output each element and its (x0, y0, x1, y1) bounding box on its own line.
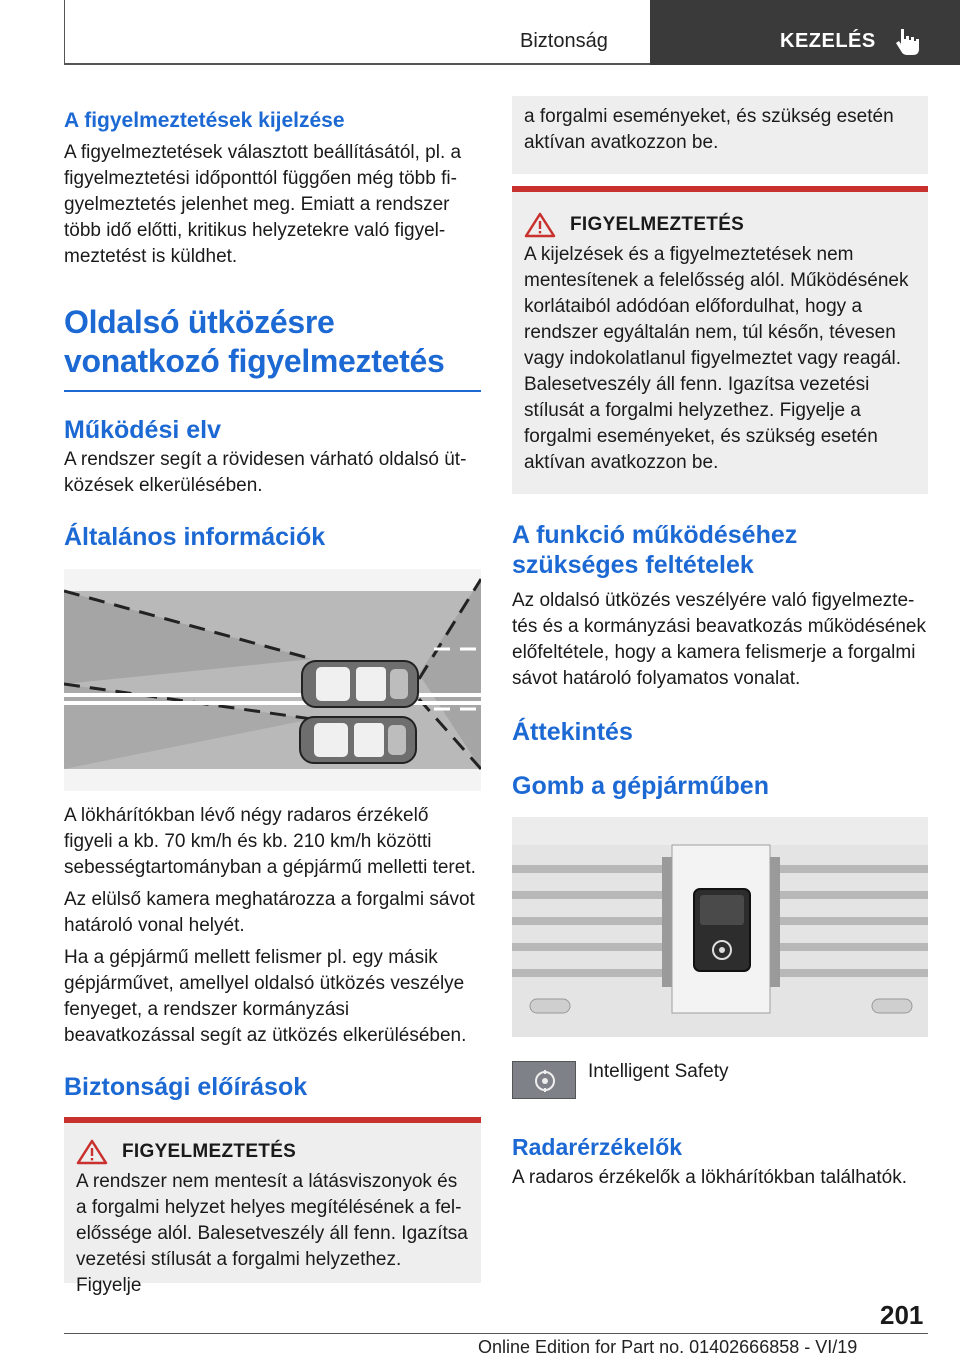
header-chapter-tab[interactable] (650, 0, 960, 65)
warning-triangle-icon (76, 1139, 108, 1165)
heading-overview: Áttekintés (512, 718, 633, 746)
warning2-text: A kijelzések és a figyelmeztetések nem mentesítenek a felelősség alól. Működésének korlátaiból adódóan előfordulhat, hogy a rendszer egyáltalán nem, túl későn, tévesen vagy indokolatlanul figyelmeztet vagy reagál. Balesetveszély áll fenn. Igazítsa vezetési stílusát a forgalmi helyzethez. Figyelje a forgalmi eseményeket, és szükség esetén aktívan avatkozzon be. (524, 244, 909, 473)
heading-principle: Működési elv (64, 416, 221, 444)
warning-box (64, 1123, 481, 1296)
button-label: Intelligent Safety (588, 1061, 729, 1082)
paragraph-principle: A rendszer segít a rövidesen várható oldalsó ütközések elkerülésében. (64, 449, 467, 496)
heading-button: Gomb a gépjárműben (512, 772, 769, 800)
warning2-title: FIGYELMEZTETÉS (570, 214, 745, 235)
vent-button-photo (512, 817, 928, 1037)
page-number: 201 (880, 1300, 924, 1330)
paragraph-sensors: A radaros érzékelők a lökhárítókban találhatók. (512, 1167, 908, 1188)
vent-button-svg (512, 817, 928, 1037)
paragraph-camera: Az elülső kamera meghatározza a forgalmi sávot határoló vonal helyét. (64, 889, 475, 936)
hand-pointer-icon (892, 25, 926, 57)
warning2-box (512, 192, 928, 494)
header-bottom-rule (64, 63, 650, 65)
heading-safety: Biztonsági előírások (64, 1073, 308, 1101)
heading-display: A figyelmeztetések kijelzése (64, 109, 345, 132)
footer-edition: Online Edition for Part no. 01402666858 - VI/19 (478, 1337, 858, 1357)
lane-diagram-svg (64, 569, 481, 791)
paragraph-radar: A lökhárítókban lévő négy radaros érzékelő figyeli a kb. 70 km/h és kb. 210 km/h közötti sebességtartományban a gépjármű melletti teret. (64, 805, 476, 878)
footer-rule (64, 1333, 928, 1334)
button-legend (512, 1061, 928, 1099)
heading-general: Általános információk (64, 523, 326, 551)
warning2-header (524, 192, 916, 242)
paragraph-prerequisites: Az oldalsó ütközés veszélyére való figyelmeztetés és a kormányzási beavatkozás működésének előfeltétele, hogy a kamera felismerje a forgalmi sávot határoló folyamatos vonalat. (512, 590, 926, 689)
right-column (512, 96, 928, 1191)
heading-prerequisites: A funkció működéséhez szükséges feltételek (512, 521, 798, 579)
header-left-rule (64, 0, 65, 64)
car-rear-icon (300, 717, 416, 763)
warning-continued-text: a forgalmi eseményeket, és szükség esetén aktívan avatkozzon be. (524, 106, 894, 153)
heading-sensors: Radarérzékelők (512, 1134, 683, 1160)
warning-triangle-icon (524, 212, 556, 238)
warning-title: FIGYELMEZTETÉS (122, 1141, 297, 1162)
page-title: Oldalsó ütközésre vonatkozó figyelmeztetés (64, 304, 445, 379)
warning-continued-box (512, 96, 928, 174)
title-rule (64, 390, 481, 392)
car-front-icon (302, 661, 418, 707)
header-chapter-label: KEZELÉS (780, 30, 876, 52)
warning-text: A rendszer nem mentesít a látásviszonyok és a forgalmi helyzet helyes megítélésének a felelőssége alól. Balesetveszély áll fenn. Igazítsa vezetési stílusát a forgalmi helyzethez. Figyelje (76, 1171, 468, 1296)
paragraph-detect: Ha a gépjármű mellett felismer pl. egy másik gépjárművet, amellyel oldalsó ütközés veszélye fenyeget, a rendszer kormányzási beavatkozással segít az ütközés elkerülésében. (64, 947, 467, 1046)
header-section-title: Biztonság (520, 30, 608, 52)
lane-diagram (64, 569, 481, 791)
paragraph-display: A figyelmeztetések választott beállításától, pl. a figyelmeztetési időponttól függően még több figyelmeztetés jelenhet meg. Emiatt a rendszer több idő előtti, kritikus helyzetekre való figyelmeztetést is küldhet. (64, 142, 462, 267)
warning-header (76, 1123, 469, 1169)
left-column (64, 96, 481, 1296)
intelligent-safety-button-icon (512, 1061, 576, 1099)
